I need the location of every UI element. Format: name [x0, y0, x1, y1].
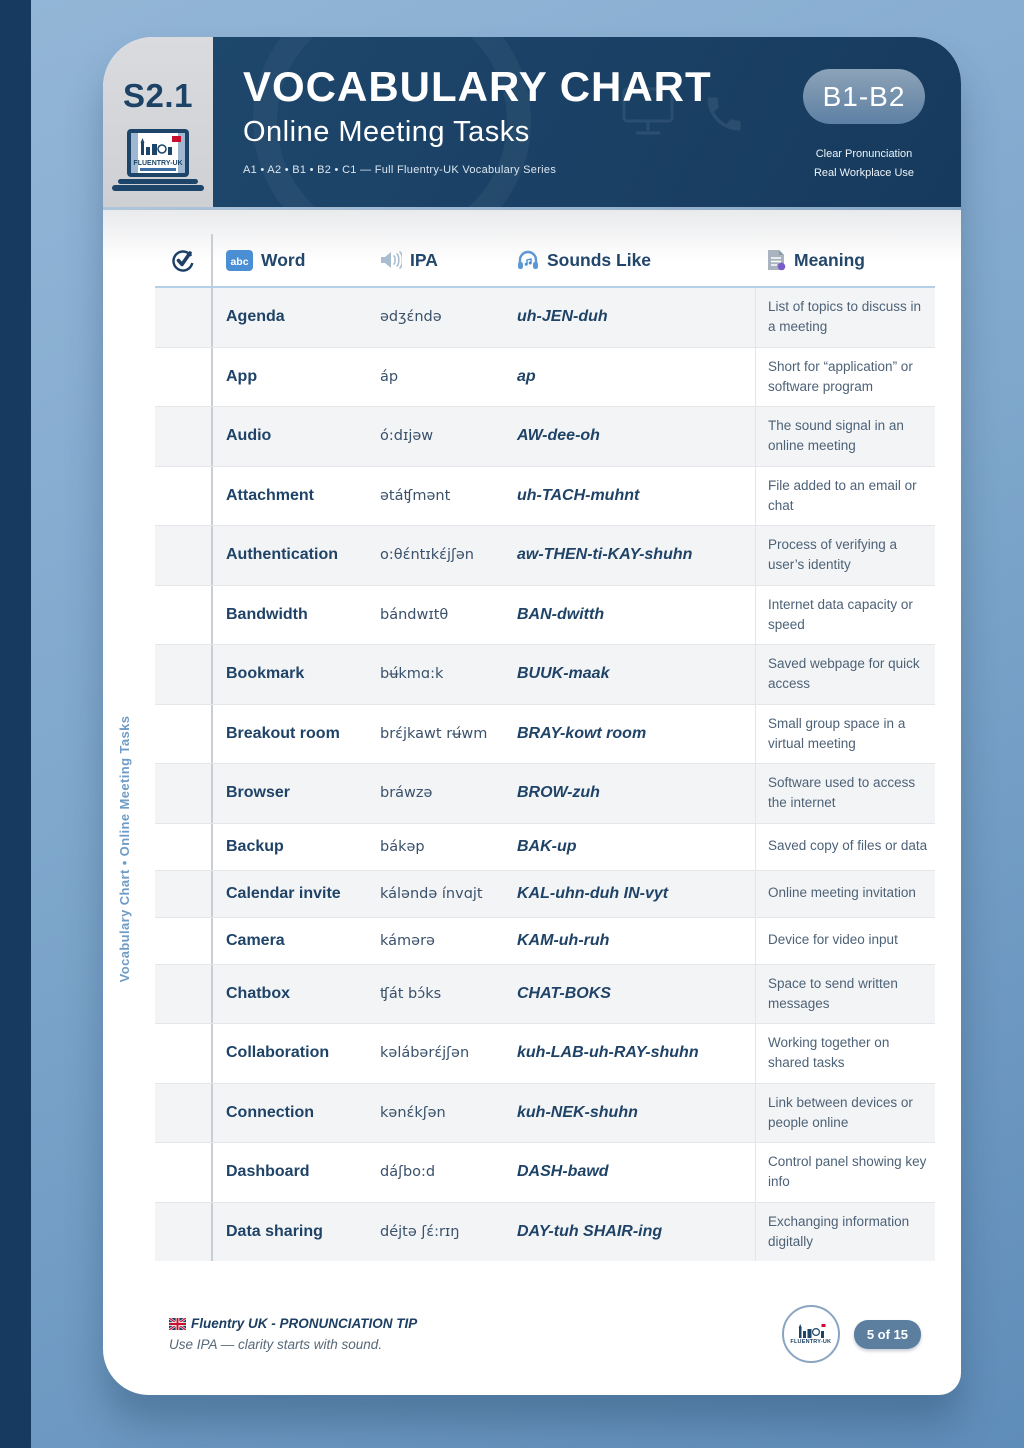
check-cell: [155, 348, 213, 407]
ipa-cell: káləndə ínvɑjt: [380, 885, 483, 902]
svg-text:abc: abc: [230, 255, 249, 268]
table-row: [155, 525, 935, 585]
ipa-cell: ədʒɛ́ndə: [380, 309, 442, 326]
meaning-cell: Small group space in a virtual meeting: [755, 705, 935, 764]
tip-body: Use IPA — clarity starts with sound.: [169, 1337, 383, 1352]
ipa-cell: ətáʧmənt: [380, 487, 451, 504]
word-column-header: [213, 250, 380, 271]
tip-title: Fluentry UK - PRONUNCIATION TIP: [191, 1316, 418, 1331]
check-cell: [155, 1143, 213, 1202]
ipa-cell: brɛ́jkawt rʉ́wm: [380, 725, 488, 742]
abc-badge-icon: [226, 250, 253, 271]
meaning-cell: Internet data capacity or speed: [755, 586, 935, 645]
table-row: [155, 1202, 935, 1262]
svg-text:FLUENTRY-UK: FLUENTRY-UK: [133, 160, 183, 167]
worksheet-card: [103, 37, 961, 1395]
sounds-cell: BAK-up: [517, 837, 577, 855]
uk-flag-icon: [169, 1318, 186, 1330]
sounds-cell: kuh-LAB-uh-RAY-shuhn: [517, 1044, 699, 1062]
sounds-column-header: [517, 250, 755, 271]
word-cell: App: [226, 367, 258, 385]
vocab-table: [155, 234, 935, 1261]
word-header-label: Word: [261, 249, 306, 270]
tagline-1: Clear Pronunciation: [815, 148, 913, 160]
sounds-cell: BROW-zuh: [517, 784, 600, 802]
sounds-header-label: Sounds Like: [547, 249, 652, 270]
check-cell: [155, 705, 213, 764]
meaning-cell: The sound signal in an online meeting: [755, 407, 935, 466]
table-row: [155, 917, 935, 964]
word-cell: Collaboration: [226, 1044, 330, 1062]
ipa-cell: déjtə ʃɛ́:rɪŋ: [380, 1223, 460, 1240]
meaning-cell: Working together on shared tasks: [755, 1024, 935, 1083]
meaning-cell: Online meeting invitation: [755, 871, 935, 917]
sounds-cell: BRAY-kowt room: [517, 724, 647, 742]
sounds-cell: DAY-tuh SHAIR-ing: [517, 1222, 663, 1240]
sounds-cell: KAM-uh-ruh: [517, 931, 610, 949]
vocab-table-body: [155, 288, 935, 1261]
meaning-header-label: Meaning: [794, 249, 865, 270]
check-cell: [155, 586, 213, 645]
table-row: [155, 466, 935, 526]
decorative-circle: [253, 37, 531, 207]
table-row: [155, 1083, 935, 1143]
document-icon: [767, 249, 786, 271]
table-row: [155, 406, 935, 466]
tagline-2: Real Workplace Use: [813, 166, 915, 179]
header: [103, 37, 961, 207]
ipa-cell: áp: [380, 368, 399, 385]
table-row: [155, 347, 935, 407]
table-row: [155, 964, 935, 1024]
ipa-cell: bándwɪtθ: [380, 606, 449, 623]
speaker-icon: [380, 250, 402, 270]
meaning-cell: List of topics to discuss in a meeting: [755, 288, 935, 347]
check-cell: [155, 1203, 213, 1262]
logo-text: FLUENTRY-UK: [790, 1339, 832, 1345]
meaning-cell: Link between devices or people online: [755, 1084, 935, 1143]
ipa-cell: kənɛ́kʃən: [380, 1104, 446, 1121]
ipa-cell: kəlábərɛ́jʃən: [380, 1045, 470, 1062]
word-cell: Browser: [226, 784, 291, 802]
table-row: [155, 763, 935, 823]
check-column-header: [155, 234, 213, 286]
page-title: VOCABULARY CHART: [243, 63, 712, 110]
check-cell: [155, 764, 213, 823]
sounds-cell: BAN-dwitth: [517, 605, 605, 623]
meaning-cell: File added to an email or chat: [755, 467, 935, 526]
meaning-cell: Saved webpage for quick access: [755, 645, 935, 704]
page-indicator: 5 of 15: [854, 1320, 921, 1349]
check-cell: [155, 645, 213, 704]
table-row: [155, 704, 935, 764]
check-cell: [155, 824, 213, 870]
check-cell: [155, 1084, 213, 1143]
word-cell: Authentication: [226, 546, 338, 564]
word-cell: Chatbox: [226, 984, 290, 1002]
level-badge: B1-B2: [803, 69, 925, 124]
taglines: [803, 145, 925, 182]
sounds-cell: BUUK-maak: [517, 665, 610, 683]
table-row: [155, 644, 935, 704]
sounds-cell: kuh-NEK-shuhn: [517, 1103, 638, 1121]
fluentry-logo-badge: [782, 1305, 840, 1363]
ipa-cell: o:θɛ́ntɪkɛ́jʃən: [380, 547, 474, 564]
table-row: [155, 585, 935, 645]
sounds-cell: DASH-bawd: [517, 1163, 609, 1181]
sounds-cell: uh-JEN-duh: [517, 308, 608, 326]
sounds-cell: KAL-uhn-duh IN-vyt: [517, 884, 669, 902]
table-row: [155, 870, 935, 917]
word-cell: Connection: [226, 1103, 314, 1121]
left-edge-band: [0, 0, 31, 1448]
page-subtitle: Online Meeting Tasks: [243, 116, 530, 149]
word-cell: Data sharing: [226, 1222, 323, 1240]
pronunciation-tip: [169, 1316, 417, 1352]
ipa-column-header: [380, 250, 517, 271]
word-cell: Backup: [226, 837, 284, 855]
word-cell: Breakout room: [226, 724, 340, 742]
sounds-cell: uh-TACH-muhnt: [517, 486, 640, 504]
meaning-cell: Short for “application” or software program: [755, 348, 935, 407]
word-cell: Bandwidth: [226, 605, 308, 623]
word-cell: Dashboard: [226, 1163, 310, 1181]
skyline-icon: [795, 1323, 827, 1338]
word-cell: Attachment: [226, 486, 315, 504]
sounds-cell: aw-THEN-ti-KAY-shuhn: [517, 546, 693, 564]
ipa-cell: ʧát bɔ́ks: [380, 985, 442, 1002]
sounds-cell: CHAT-BOKS: [517, 984, 611, 1002]
word-cell: Bookmark: [226, 665, 305, 683]
ipa-cell: bráwzə: [380, 785, 433, 802]
ipa-cell: bʉ́kmɑ:k: [380, 666, 444, 683]
ipa-cell: ó:dɪjəw: [380, 428, 434, 445]
sidebar-vertical-label: Vocabulary Chart • Online Meeting Tasks: [117, 715, 132, 983]
meaning-cell: Exchanging information digitally: [755, 1203, 935, 1262]
word-cell: Camera: [226, 931, 285, 949]
word-cell: Audio: [226, 427, 272, 445]
word-cell: Agenda: [226, 308, 285, 326]
check-cell: [155, 467, 213, 526]
footer: [169, 1305, 921, 1363]
meaning-cell: Software used to access the internet: [755, 764, 935, 823]
ipa-header-label: IPA: [410, 249, 438, 270]
series-line: A1 • A2 • B1 • B2 • C1 — Full Fluentry-UK Vocabulary Series: [243, 164, 557, 177]
table-header-row: [155, 234, 935, 288]
check-cell: [155, 407, 213, 466]
ipa-cell: kámərə: [380, 932, 435, 949]
sounds-cell: ap: [517, 367, 536, 385]
check-cell: [155, 288, 213, 347]
check-cell: [155, 871, 213, 917]
table-row: [155, 1142, 935, 1202]
laptop-logo-icon: [110, 127, 206, 197]
meaning-column-header: [755, 249, 935, 271]
ipa-cell: dáʃbo:d: [380, 1164, 436, 1181]
meaning-cell: Device for video input: [755, 918, 935, 964]
monitor-watermark-icon: [620, 85, 676, 137]
ipa-cell: bákəp: [380, 838, 425, 855]
series-code-panel: [103, 37, 213, 207]
sounds-cell: AW-dee-oh: [517, 427, 600, 445]
phone-watermark-icon: [702, 92, 746, 136]
check-cell: [155, 918, 213, 964]
word-cell: Calendar invite: [226, 884, 341, 902]
check-cell: [155, 526, 213, 585]
header-band: [213, 37, 961, 207]
check-circle-icon: [170, 247, 196, 273]
check-cell: [155, 965, 213, 1024]
meaning-cell: Control panel showing key info: [755, 1143, 935, 1202]
check-cell: [155, 1024, 213, 1083]
meaning-cell: Saved copy of files or data: [755, 824, 935, 870]
headphones-icon: [517, 250, 539, 271]
table-row: [155, 823, 935, 870]
table-row: [155, 1023, 935, 1083]
series-code: S2.1: [123, 77, 193, 114]
table-row: [155, 288, 935, 347]
tip-title-row: [169, 1316, 417, 1331]
meaning-cell: Space to send written messages: [755, 965, 935, 1024]
meaning-cell: Process of verifying a user’s identity: [755, 526, 935, 585]
